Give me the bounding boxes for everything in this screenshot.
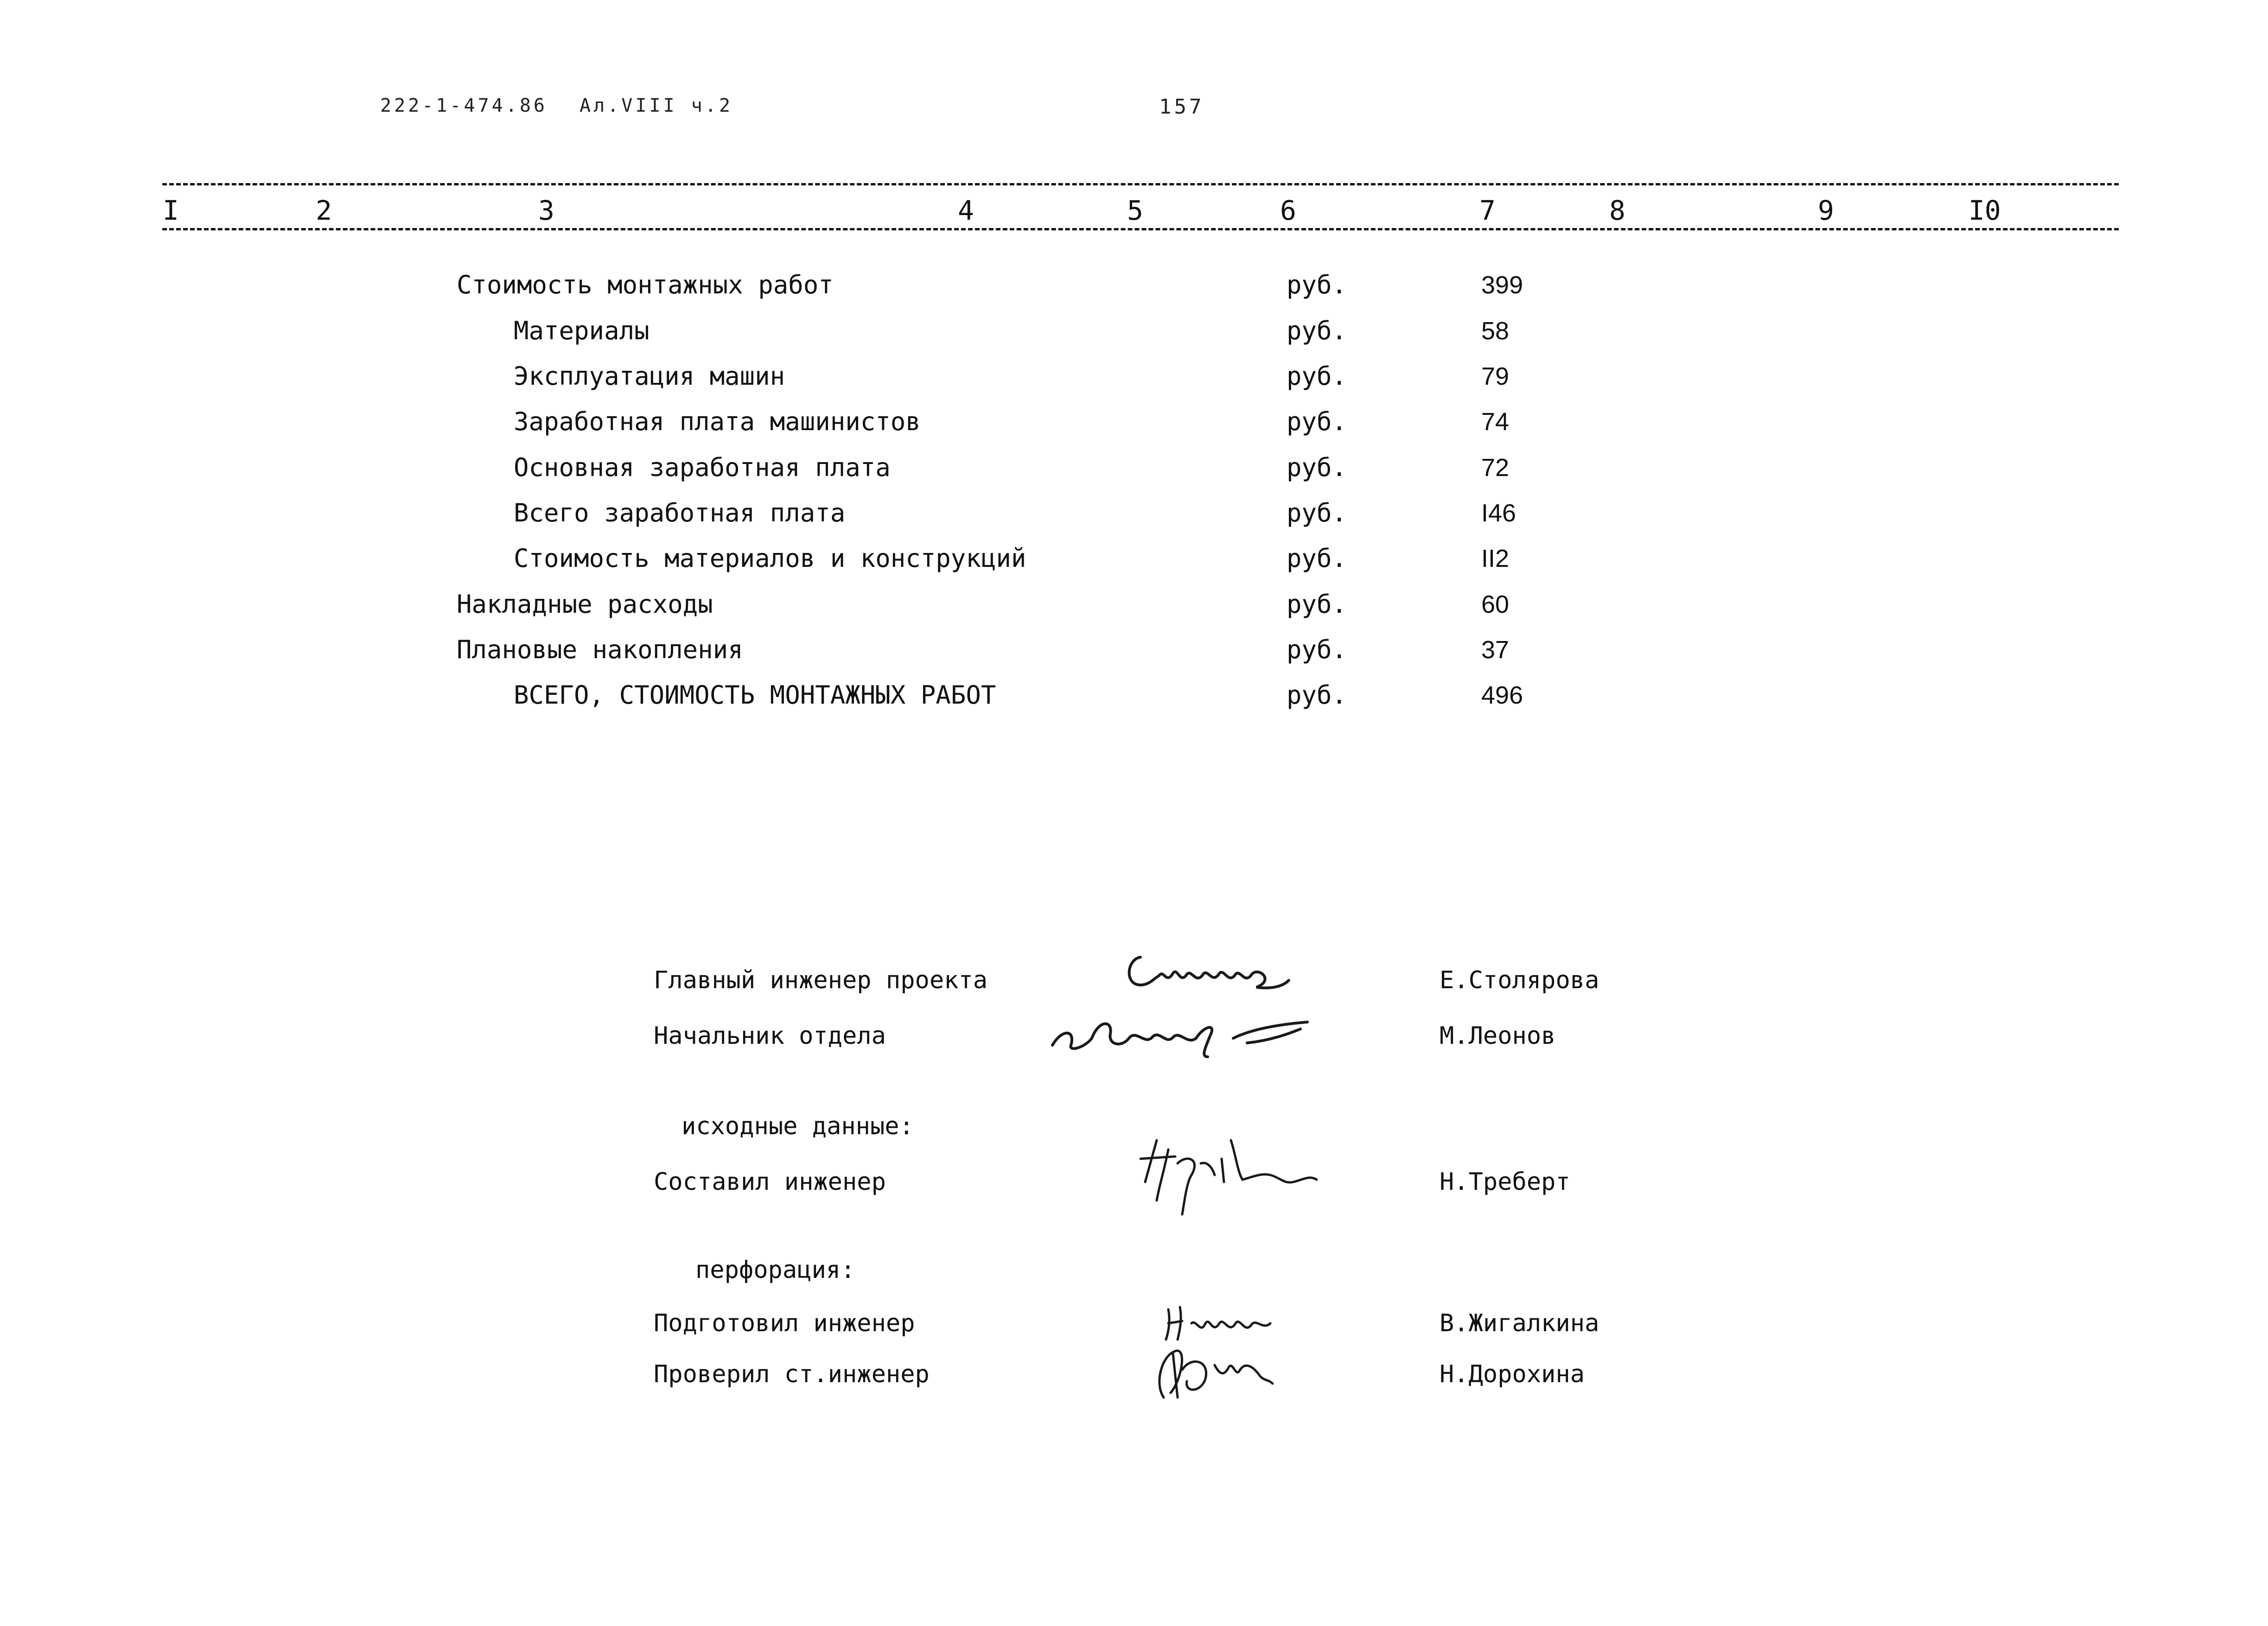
- column-number-3: 3: [535, 197, 557, 224]
- checker-signature: [1150, 1337, 1280, 1407]
- column-number-8: 8: [1606, 197, 1628, 224]
- row-unit: руб.: [1287, 453, 1347, 482]
- row-unit: руб.: [1287, 316, 1347, 345]
- column-number-4: 4: [955, 197, 977, 224]
- row-unit: руб.: [1287, 407, 1347, 436]
- row-unit: руб.: [1287, 544, 1347, 573]
- chief-engineer-signature: [1122, 941, 1307, 1001]
- document-code: 222-1-474.86: [380, 95, 548, 116]
- row-value: II2: [1481, 545, 1510, 572]
- department-head-name: М.Леонов: [1440, 1022, 1556, 1050]
- table-header-rule: [162, 228, 2119, 230]
- row-value: 60: [1481, 591, 1510, 618]
- row-unit: руб.: [1287, 590, 1347, 619]
- row-label: Основная заработная плата: [514, 453, 891, 482]
- row-label: Стоимость монтажных работ: [457, 270, 834, 299]
- row-label: Накладные расходы: [457, 590, 713, 619]
- table-top-rule: [162, 183, 2119, 185]
- row-value: I46: [1481, 499, 1516, 527]
- column-number-6: 6: [1277, 197, 1299, 224]
- row-unit: руб.: [1287, 362, 1347, 391]
- checker-role: Проверил ст.инженер: [654, 1360, 930, 1388]
- column-number-9: 9: [1815, 197, 1837, 224]
- compiler-name: Н.Треберт: [1440, 1168, 1570, 1196]
- row-unit: руб.: [1287, 680, 1347, 710]
- department-head-role: Начальник отдела: [654, 1022, 886, 1050]
- column-number-5: 5: [1124, 197, 1146, 224]
- page-number: 157: [1159, 95, 1204, 119]
- row-unit: руб.: [1287, 635, 1347, 664]
- source-data-heading: исходные данные:: [682, 1112, 914, 1140]
- perforation-heading: перфорация:: [695, 1256, 855, 1284]
- row-label: Плановые накопления: [457, 635, 743, 664]
- row-value: 74: [1481, 408, 1510, 436]
- row-unit: руб.: [1287, 498, 1347, 527]
- column-number-10: I0: [1966, 197, 2004, 224]
- preparer-name: В.Жигалкина: [1440, 1309, 1599, 1337]
- chief-engineer-role: Главный инженер проекта: [654, 966, 988, 994]
- column-number-7: 7: [1477, 197, 1498, 224]
- row-label: Всего заработная плата: [514, 498, 846, 527]
- chief-engineer-name: Е.Столярова: [1440, 966, 1599, 994]
- row-value: 72: [1481, 454, 1510, 482]
- row-value: 37: [1481, 636, 1510, 664]
- row-value: 79: [1481, 362, 1510, 390]
- column-number-1: I: [160, 197, 182, 224]
- compiler-signature: [1131, 1131, 1335, 1219]
- column-number-2: 2: [313, 197, 335, 224]
- compiler-role: Составил инженер: [654, 1168, 886, 1196]
- row-unit: руб.: [1287, 270, 1347, 299]
- checker-name: Н.Дорохина: [1440, 1360, 1585, 1388]
- row-label: Эксплуатация машин: [514, 362, 785, 391]
- row-label: Материалы: [514, 316, 650, 345]
- row-label: ВСЕГО, СТОИМОСТЬ МОНТАЖНЫХ РАБОТ: [514, 680, 996, 710]
- preparer-role: Подготовил инженер: [654, 1309, 915, 1337]
- row-label: Заработная плата машинистов: [514, 407, 921, 436]
- row-value: 496: [1481, 681, 1523, 709]
- album-reference: Ал.VIII ч.2: [580, 95, 733, 116]
- row-value: 58: [1481, 317, 1510, 345]
- department-head-signature: [1048, 1001, 1317, 1061]
- row-value: 399: [1481, 271, 1523, 299]
- row-label: Стоимость материалов и конструкций: [514, 544, 1026, 573]
